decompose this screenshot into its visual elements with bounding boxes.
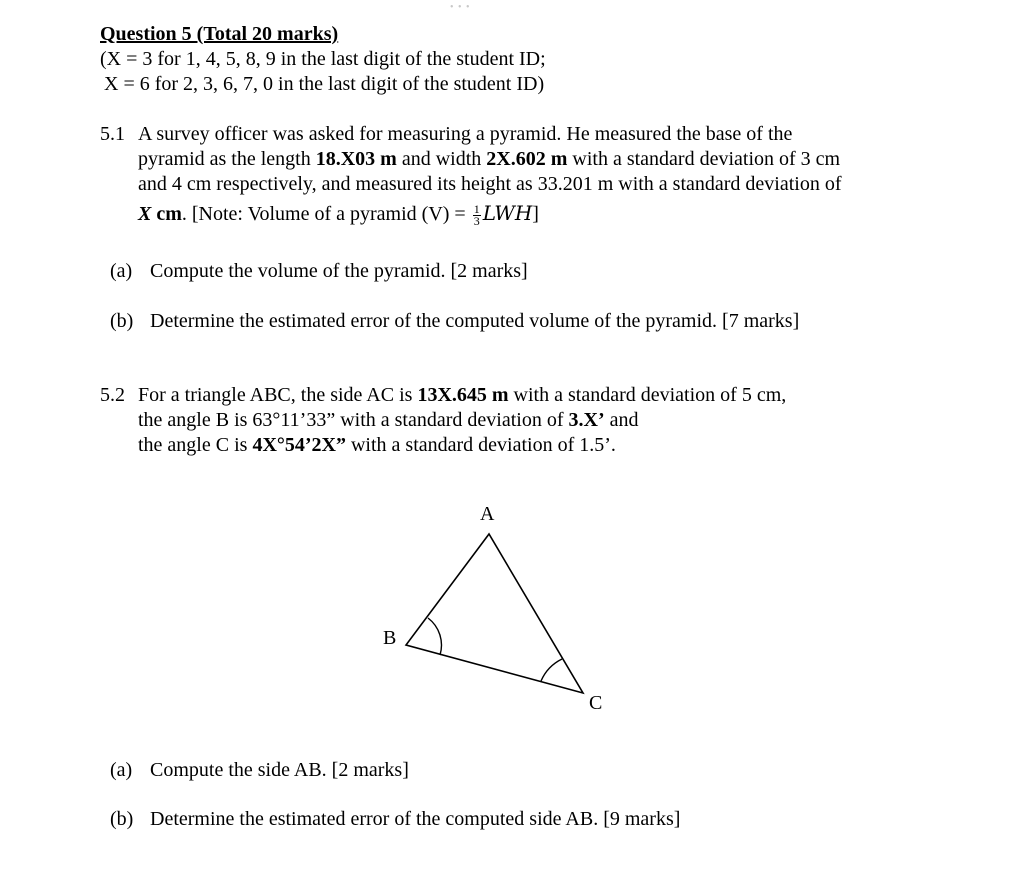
formula-vars: LWH: [482, 201, 533, 225]
part-5-2-sub-b-label: (b): [110, 808, 134, 830]
angle-b-arc: [428, 618, 441, 655]
width-value: 2X.602 m: [486, 148, 568, 170]
part-5-2-sub-a-label: (a): [110, 759, 133, 781]
angle-c-arc: [541, 659, 562, 681]
part-5-2-line-1: For a triangle ABC, the side AC is 13X.645 m with a standard deviation of 5 cm,: [138, 384, 787, 406]
part-5-1-line-3: and 4 cm respectively, and measured its height as 33.201 m with a standard deviation of: [138, 173, 842, 195]
top-decoration-dots: • • •: [450, 2, 471, 13]
one-third-fraction: $\frac{1}{3}$: [473, 201, 480, 228]
part-5-1-sub-a-text: Compute the volume of the pyramid. [2 marks]: [150, 260, 528, 282]
part-5-1-sub-b-label: (b): [110, 310, 134, 332]
c-value: 4X°54’2X”: [252, 434, 346, 456]
part-5-1-sub-a-label: (a): [110, 260, 133, 282]
part-5-2-sub-b-text: Determine the estimated error of the computed side AB. [9 marks]: [150, 808, 681, 830]
part-5-2-line-2: the angle B is 63°11’33” with a standard deviation of 3.X’ and: [138, 409, 639, 431]
vertex-a-label: A: [480, 503, 495, 525]
question-title: Question 5 (Total 20 marks): [100, 23, 339, 45]
part-5-2-number: 5.2: [100, 384, 125, 406]
ac-value: 13X.645 m: [417, 384, 509, 406]
condition-line-1: (X = 3 for 1, 4, 5, 8, 9 in the last digit of the student ID;: [100, 48, 546, 70]
part-5-1-sub-b-text: Determine the estimated error of the computed volume of the pyramid. [7 marks]: [150, 310, 800, 332]
part-5-2-sub-a-text: Compute the side AB. [2 marks]: [150, 759, 409, 781]
triangle-abc: [406, 534, 583, 693]
length-value: 18.X03 m: [315, 148, 397, 170]
part-5-1-number: 5.1: [100, 123, 125, 145]
height-sd-x: X: [138, 203, 152, 225]
condition-line-2: X = 6 for 2, 3, 6, 7, 0 in the last digit of the student ID): [104, 73, 545, 95]
vertex-b-label: B: [383, 627, 397, 649]
part-5-2-line-3: the angle C is 4X°54’2X” with a standard deviation of 1.5’.: [138, 434, 616, 456]
vertex-c-label: C: [589, 692, 603, 714]
part-5-1-line-1: A survey officer was asked for measuring a pyramid. He measured the base of the: [138, 123, 793, 145]
b-sd-value: 3.X’: [568, 409, 605, 431]
part-5-1-line-2: pyramid as the length 18.X03 m and width 2X.602 m with a standard deviation of 3 cm: [138, 148, 841, 170]
part-5-1-line-4: X cm. [Note: Volume of a pyramid (V) = $\frac{1}{3}$ LWH]: [138, 201, 539, 228]
